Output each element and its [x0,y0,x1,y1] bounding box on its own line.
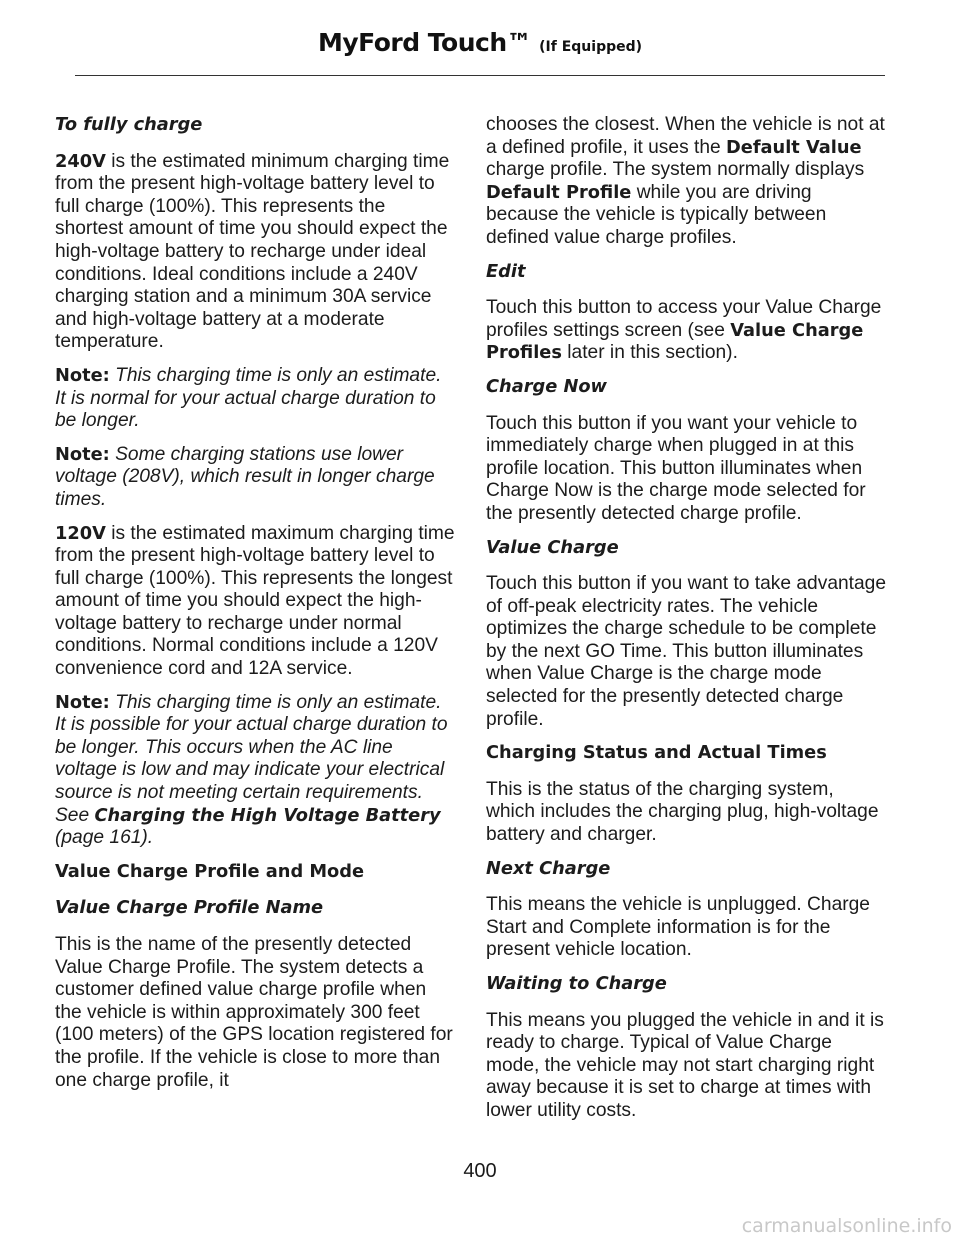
note-3-text: This charging time is only an estimate. It is possible for your actual charge duration to be longer. This occurs when the AC line voltage is low and may indicate your electrical source is not meeting certain requirements. See [55,691,448,826]
charging-status-text: This is the status of the charging system, which includes the charging plug, high-voltage battery and charger. [486,778,879,846]
term-240v: 240V [55,150,106,172]
note-1-label: Note: [55,364,110,386]
note-2-label: Note: [55,443,110,465]
note-2-text: Some charging stations use lower voltage (208V), which result in longer charge times. [55,443,435,510]
edit-text-1: Touch this button to access your Value Charge profiles settings screen (see [486,297,882,341]
value-charge-heading: Value Charge [486,536,619,558]
right-column [486,114,886,1134]
note-3-page: (page 161). [55,827,154,849]
to-fully-charge-heading: To fully charge [55,114,203,135]
note-2 [55,444,455,512]
left-column [55,114,455,1103]
page-subtitle: (If Equipped) [539,39,643,55]
cont-text-1: chooses the closest. When the vehicle is not at a defined profile, it uses the [486,114,885,158]
text-240v: is the estimated minimum charging time from the present high-voltage battery level to full charge (100%). This represents the shortest amount of time you should expect the high-voltage battery to recharge under ideal conditions. Ideal conditions include a 240V charging station and a minimum 30A service and high-voltage battery at a moderate temperature. [55,150,450,353]
profile-continued-paragraph [486,114,886,250]
note-3 [55,692,455,850]
waiting-to-charge-text: This means you plugged the vehicle in and it is ready to charge. Typical of Value Charge mode, the vehicle may not start charging right away because it is set to charge at times with lower utility costs. [486,1009,884,1121]
next-charge-heading: Next Charge [486,857,611,879]
page-header [0,28,960,57]
value-charge-text: Touch this button if you want to take advantage of off-peak electricity rates. The vehicle optimizes the charge schedule to be complete by the next GO Time. This button illuminates when Value Charge is the charge mode selected for the presently detected charge profile. [486,573,887,730]
next-charge-text: This means the vehicle is unplugged. Charge Start and Complete information is for the present vehicle location. [486,894,870,961]
note-3-reference-link[interactable]: Charging the High Voltage Battery [94,804,441,826]
cont-text-3: while you are driving because the vehicle is typically between defined value charge profiles. [486,181,827,248]
value-charge-profiles-link[interactable]: Value Charge Profiles [486,319,864,364]
paragraph-120v [55,523,455,681]
default-profile-term: Default Profile [486,181,632,203]
watermark: carmanualsonline.info [741,1215,952,1237]
paragraph-240v [55,151,455,354]
charge-now-heading: Charge Now [486,375,607,397]
cont-text-2: charge profile. The system normally displays [486,159,865,181]
page-title: MyFord Touch™ [317,28,532,57]
page-number: 400 [463,1160,497,1182]
value-charge-profile-name-text: This is the name of the presently detected Value Charge Profile. The system detects a customer defined value charge profile when the vehicle is within approximately 300 feet (100 meters) of the GPS location registered for the profile. If the vehicle is close to more than one charge profile, it [55,934,453,1091]
edit-text [486,297,886,365]
charging-status-heading: Charging Status and Actual Times [486,742,827,764]
note-1 [55,365,455,433]
header-divider [75,75,885,76]
note-3-label: Note: [55,691,110,713]
text-120v: is the estimated maximum charging time from the present high-voltage battery level to full charge (100%). This represents the longest amount of time you should expect the high-voltage battery to recharge under normal conditions. Normal conditions include a 120V convenience cord and 12A service. [55,522,455,680]
edit-heading: Edit [486,260,526,282]
edit-text-2: later in this section). [561,342,738,364]
note-1-text: This charging time is only an estimate. It is normal for your actual charge duration to be longer. [55,364,442,432]
value-charge-profile-mode-heading: Value Charge Profile and Mode [55,860,365,882]
value-charge-profile-name-heading: Value Charge Profile Name [55,897,324,919]
term-120v: 120V [55,522,106,544]
default-value-term: Default Value [726,136,862,158]
waiting-to-charge-heading: Waiting to Charge [486,973,667,994]
charge-now-text: Touch this button if you want your vehicle to immediately charge when plugged in at this profile location. This button illuminates when Charge Now is the charge mode selected for the presently detected charge profile. [486,412,866,524]
